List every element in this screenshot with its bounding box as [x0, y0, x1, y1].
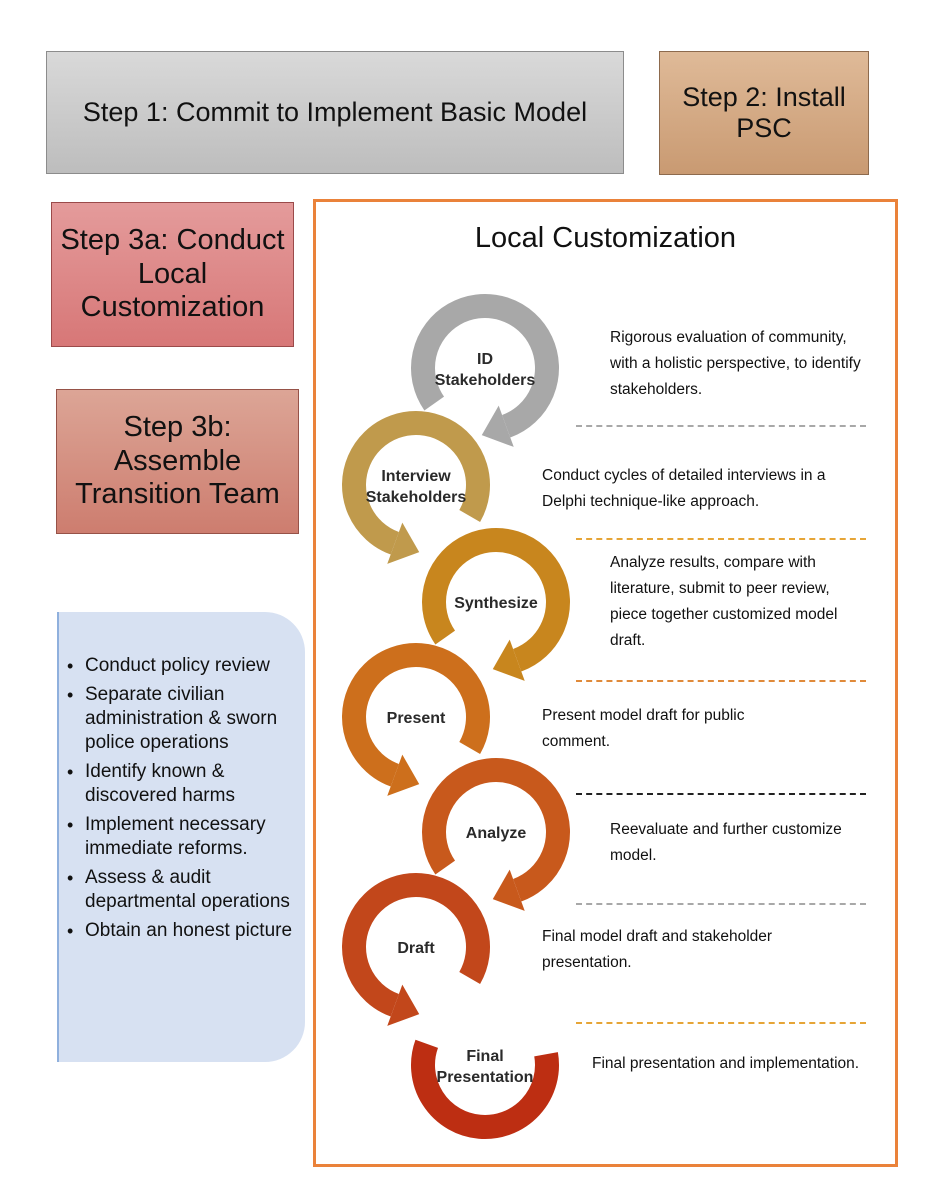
cycle-stage-label-line: Draft	[397, 940, 435, 957]
step-3a-label: Step 3a: Conduct Local Customization	[60, 224, 285, 324]
step-2-label: Step 2: Install PSC	[682, 81, 846, 143]
cycle-stage-label-line: Analyze	[465, 825, 527, 842]
step-3b-label: Step 3b: Assemble Transition Team	[75, 411, 280, 511]
stage-description-id-stakeholders: Rigorous evaluation of community, with a holistic perspective, to identify stakeholders.	[610, 329, 861, 398]
cycle-stage-label-line: Presentation	[436, 1069, 534, 1086]
stage-description-synthesize: Analyze results, compare with literature, submit to peer review, piece together customized model draft.	[610, 554, 838, 649]
cycle-stage-label-line: Stakeholders	[365, 489, 467, 506]
stage-description-interview: Conduct cycles of detailed interviews in a Delphi technique-like approach.	[542, 467, 826, 510]
stage-description-analyze: Reevaluate and further customize model.	[610, 821, 842, 864]
stage-separator	[576, 903, 866, 905]
cycle-stage-label	[466, 825, 527, 842]
stage-separator	[576, 1022, 866, 1024]
cycle-stage-label	[366, 468, 467, 506]
stage-separator	[576, 425, 866, 427]
cycle-stage-label-line: Synthesize	[454, 595, 538, 612]
cycle-stage-label-line: Stakeholders	[434, 372, 536, 389]
stage-separator	[576, 680, 866, 682]
task-item: • Obtain an honest picture	[85, 919, 295, 943]
stage-description-draft: Final model draft and stakeholder presentation.	[542, 928, 773, 971]
cycle-stage-label	[397, 940, 435, 957]
cycle-stage-label	[435, 351, 536, 389]
stage-description-present: Present model draft for public comment.	[542, 707, 745, 750]
cycle-stage-label-line: ID	[477, 351, 493, 368]
task-item: • Implement necessary immediate reforms.	[85, 813, 295, 861]
stage-separator	[576, 793, 866, 795]
stage-description-final: Final presentation and implementation.	[592, 1055, 860, 1072]
cycle-stage-label-line: Present	[386, 710, 446, 727]
local-customization-title: Local Customization	[474, 222, 737, 254]
task-item: • Assess & audit departmental operations	[85, 866, 295, 914]
cycle-stage-label	[437, 1048, 534, 1086]
step-1-label: Step 1: Commit to Implement Basic Model	[82, 96, 588, 127]
cycle-stage-label-line: Interview	[381, 468, 451, 485]
task-item: • Identify known & discovered harms	[85, 760, 295, 808]
cycle-stage-label-line: Final	[466, 1048, 504, 1065]
stage-separator	[576, 538, 866, 540]
cycle-stage-label	[454, 595, 538, 612]
cycle-stage-label	[387, 710, 446, 727]
task-item: • Separate civilian administration & sworn police operations	[85, 683, 295, 755]
task-item: • Conduct policy review	[85, 654, 295, 678]
